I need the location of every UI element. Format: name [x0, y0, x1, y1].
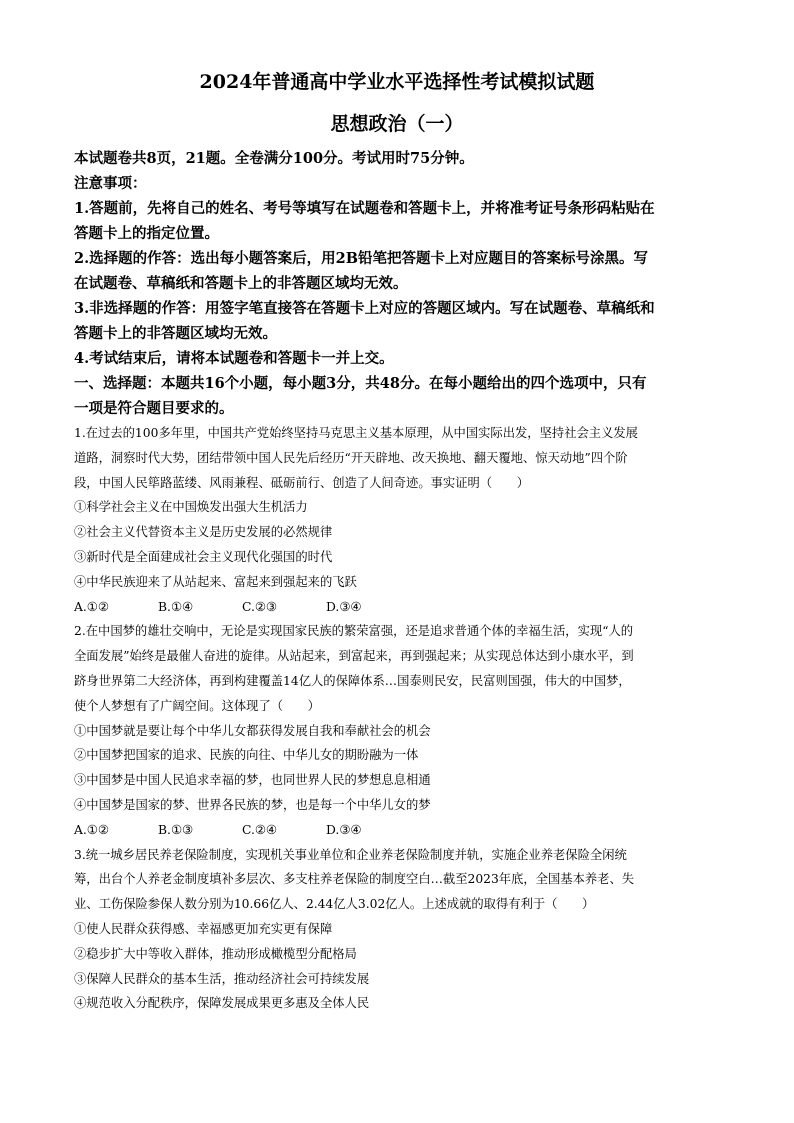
exam-subtitle: 思想政治（一） [330, 113, 464, 135]
question-statement: ③保障人民群众的基本生活，推动经济社会可持续发展 [74, 971, 370, 986]
question-statement: ①使人民群众获得感、幸福感更加充实更有保障 [74, 921, 333, 936]
section-heading-line: 一项是符合题目要求的。 [74, 400, 234, 417]
notice-list [74, 196, 724, 371]
choice-d: D.③④ [326, 599, 362, 614]
choice-c: C.②③ [242, 599, 277, 614]
choice-b: B.①④ [158, 599, 193, 614]
question-statement: ②社会主义代替资本主义是历史发展的必然规律 [74, 525, 333, 540]
notice-heading: 注意事项： [74, 175, 147, 192]
question-statement: ③中国梦是中国人民追求幸福的梦，也同世界人民的梦想息息相通 [74, 773, 431, 788]
notice-line: 答题卡上的非答题区域均无效。 [74, 325, 277, 342]
exam-intro: 本试题卷共8页，21题。全卷满分100分。考试用时75分钟。 [74, 150, 474, 167]
question-stem-line: 使个人梦想有了广阔空间。这体现了（ ） [74, 698, 320, 713]
notice-line: 在试题卷、草稿纸和答题卡上的非答题区域均无效。 [74, 275, 408, 292]
question-stem-line: 段，中国人民筚路蓝缕、风雨兼程、砥砺前行、创造了人间奇迹。事实证明（ ） [74, 475, 529, 490]
notice-line: 答题卡上的指定位置。 [74, 225, 219, 242]
notice-line: 2.选择题的作答：选出每小题答案后，用2B铅笔把答题卡上对应题目的答案标号涂黑。写 [74, 250, 648, 267]
choice-a: A.①② [74, 822, 109, 837]
question-2 [74, 619, 724, 842]
question-stem-line: 2.在中国梦的雄壮交响中，无论是实现国家民族的繁荣富强，还是追求普通个体的幸福生活，实现“人的 [74, 624, 634, 639]
exam-title: 2024年普通高中学业水平选择性考试模拟试题 [199, 71, 595, 93]
section-heading [74, 371, 724, 421]
answer-choices [74, 818, 724, 843]
question-1 [74, 421, 724, 619]
choice-c: C.②④ [242, 822, 277, 837]
question-stem-line: 跻身世界第二大经济体，再到构建覆盖14亿人的保障体系…国泰则民安，民富则国强，伟大的中国梦， [74, 673, 631, 688]
answer-choices [74, 595, 724, 620]
question-stem-line: 3.统一城乡居民养老保险制度，实现机关事业单位和企业养老保险制度并轨，实施企业养老保险全闲统 [74, 847, 627, 862]
question-statement: ④中国梦是国家的梦、世界各民族的梦，也是每一个中华儿女的梦 [74, 797, 431, 812]
question-statement: ③新时代是全面建成社会主义现代化强国的时代 [74, 549, 333, 564]
question-statement: ②中国梦把国家的追求、民族的向往、中华儿女的期盼融为一体 [74, 748, 419, 763]
notice-line: 3.非选择题的作答：用签字笔直接答在答题卡上对应的答题区域内。写在试题卷、草稿纸和 [74, 300, 655, 317]
question-3 [74, 843, 724, 1017]
question-stem-line: 道路，洞察时代大势，团结带领中国人民先后经历“开天辟地、改天换地、翻天覆地、惊天动地”四个阶 [74, 450, 628, 465]
question-statement: ④中华民族迎来了从站起来、富起来到强起来的飞跃 [74, 574, 357, 589]
question-stem-line: 1.在过去的100多年里，中国共产党始终坚持马克思主义基本原理，从中国实际出发，坚持社会主义发展 [74, 426, 638, 440]
question-statement: ①中国梦就是要让每个中华儿女都获得发展自我和奉献社会的机会 [74, 723, 431, 738]
exam-body [74, 146, 724, 1016]
choice-d: D.③④ [326, 822, 362, 837]
question-stem-line: 筹，出台个人养老金制度填补多层次、多支柱养老保险的制度空白…截至2023年底，全国基本养老、失 [74, 872, 635, 887]
question-statement: ④规范收入分配秩序，保障发展成果更多惠及全体人民 [74, 996, 370, 1011]
choice-a: A.①② [74, 599, 109, 614]
notice-line: 1.答题前，先将自己的姓名、考号等填写在试题卷和答题卡上，并将准考证号条形码粘贴在 [74, 200, 655, 217]
choice-b: B.①③ [158, 822, 193, 837]
question-stem-line: 业、工伤保险参保人数分别为10.66亿人、2.44亿人3.02亿人。上述成就的取得有利于（ ） [74, 897, 595, 912]
section-heading-line: 一、选择题：本题共16个小题，每小题3分，共48分。在每小题给出的四个选项中，只有 [74, 375, 647, 392]
question-statement: ②稳步扩大中等收入群体，推动形成橄榄型分配格局 [74, 946, 357, 961]
notice-line: 4.考试结束后，请将本试题卷和答题卡一并上交。 [74, 350, 394, 367]
question-stem-line: 全面发展”始终是最催人奋进的旋律。从站起来，到富起来，再到强起来；从实现总体达到小康水平，到 [74, 649, 634, 664]
question-statement: ①科学社会主义在中国焕发出强大生机活力 [74, 500, 308, 515]
